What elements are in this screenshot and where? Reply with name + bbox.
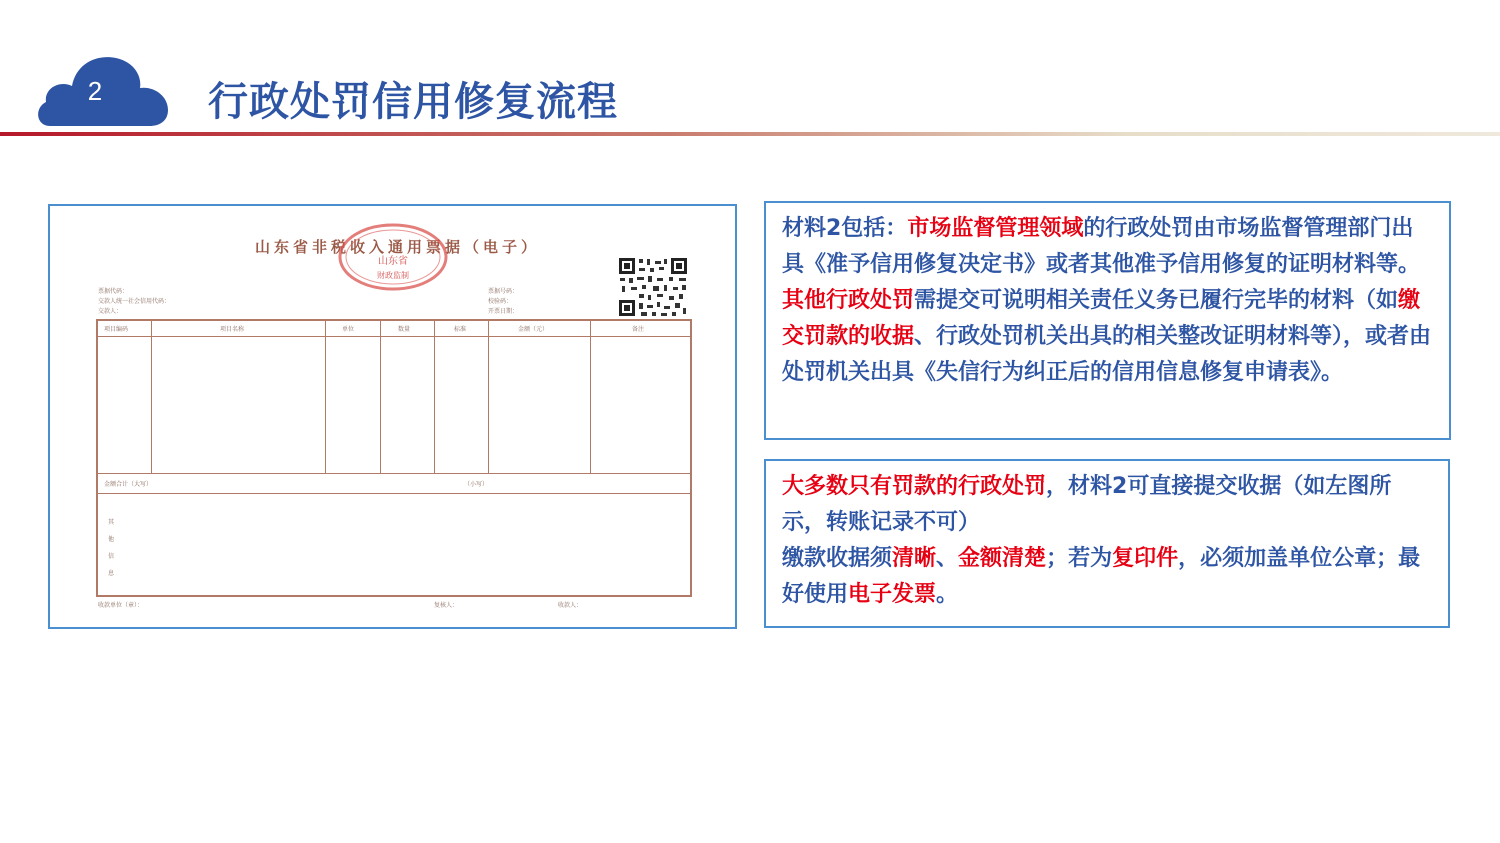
text-segment: 、行政处罚机关出具的相关整改证明材料等），或者由处罚机关出具《失信行为纠正后的信用信息修复申请表》。 — [782, 324, 1432, 385]
row-divider — [98, 493, 690, 494]
highlight-segment: 金额清楚 — [958, 546, 1047, 571]
receipt-field-code: 票据代码： — [98, 288, 129, 295]
column-header: 项目编码 — [104, 326, 129, 333]
column-divider — [434, 321, 435, 473]
receipt-field-check-code: 校验码： — [488, 298, 513, 305]
footer-reviewer: 复核人： — [434, 602, 459, 609]
footer-payee: 收款人： — [558, 602, 583, 609]
receipt-table-header — [98, 321, 690, 337]
total-label: 金额合计（大写） — [104, 481, 153, 488]
receipt-field-payer-id: 交款人统一社会信用代码： — [98, 298, 171, 305]
receipt-field-date: 开票日期： — [488, 308, 519, 315]
other-info-char: 息 — [108, 570, 115, 577]
row-divider — [98, 473, 690, 474]
section-number: 2 — [87, 76, 103, 106]
materials-paragraph — [782, 211, 1435, 391]
svg-text:山东省: 山东省 — [378, 256, 408, 267]
text-segment: ，必须加盖单位公章；最好使用 — [782, 546, 1421, 607]
seal-stamp — [337, 222, 449, 292]
fine-paragraph — [782, 469, 1434, 541]
text-segment: 需提交可说明相关责任义务已履行完毕的材料（如 — [914, 288, 1399, 313]
qr-code — [617, 256, 689, 318]
highlight-segment: 大多数只有罚款的行政处罚 — [782, 474, 1047, 499]
column-divider — [325, 321, 326, 473]
column-divider — [151, 321, 152, 473]
footer-payee-unit: 收款单位（章）： — [98, 602, 144, 609]
receipt-image — [48, 204, 737, 629]
column-header: 单位 — [342, 326, 355, 333]
other-info-char: 信 — [108, 553, 115, 560]
column-divider — [488, 321, 489, 473]
total-small-label: （小写） — [464, 481, 489, 488]
column-divider — [380, 321, 381, 473]
column-divider — [590, 321, 591, 473]
other-info-char: 他 — [108, 536, 115, 543]
requirements-paragraph — [782, 541, 1434, 613]
column-header: 备注 — [632, 326, 645, 333]
text-segment: 、 — [936, 546, 959, 571]
text-segment: ，材料2可直接提交收据（如左图所示，转账记录不可） — [782, 474, 1392, 535]
text-segment: ；若为 — [1046, 546, 1113, 571]
text-segment: 的行政处罚由市场监督管理部门出具《准予信用修复决定书》或者其他准予信用修复的证明材料等。 — [782, 216, 1421, 277]
highlight-segment: 清晰 — [892, 546, 937, 571]
text-segment: 缴款收据须 — [782, 546, 893, 571]
text-segment: 材料2包括： — [782, 216, 908, 241]
text-segment: 。 — [936, 582, 959, 607]
receipt-title: 山东省非税收入通用票据（电子） — [255, 238, 541, 256]
header-divider — [0, 132, 1500, 136]
highlight-segment: 电子发票 — [848, 582, 937, 607]
column-header: 数量 — [398, 326, 411, 333]
column-header: 金额（元） — [518, 326, 549, 333]
column-header: 标准 — [454, 326, 467, 333]
highlight-segment: 其他行政处罚 — [782, 288, 915, 313]
other-info-char: 其 — [108, 519, 115, 526]
receipt-field-number: 票据号码： — [488, 288, 519, 295]
column-header: 项目名称 — [220, 326, 245, 333]
receipt-table — [96, 319, 692, 597]
receipt-field-payer: 交款人： — [98, 308, 123, 315]
materials-note — [764, 201, 1451, 440]
highlight-segment: 复印件 — [1112, 546, 1179, 571]
highlight-segment: 市场监督管理领域 — [907, 216, 1084, 241]
highlight-segment: 缴交罚款的收据 — [782, 288, 1421, 349]
receipt-requirements-note — [764, 459, 1450, 628]
page-title: 行政处罚信用修复流程 — [208, 79, 618, 125]
svg-text:财政监制: 财政监制 — [377, 271, 409, 280]
